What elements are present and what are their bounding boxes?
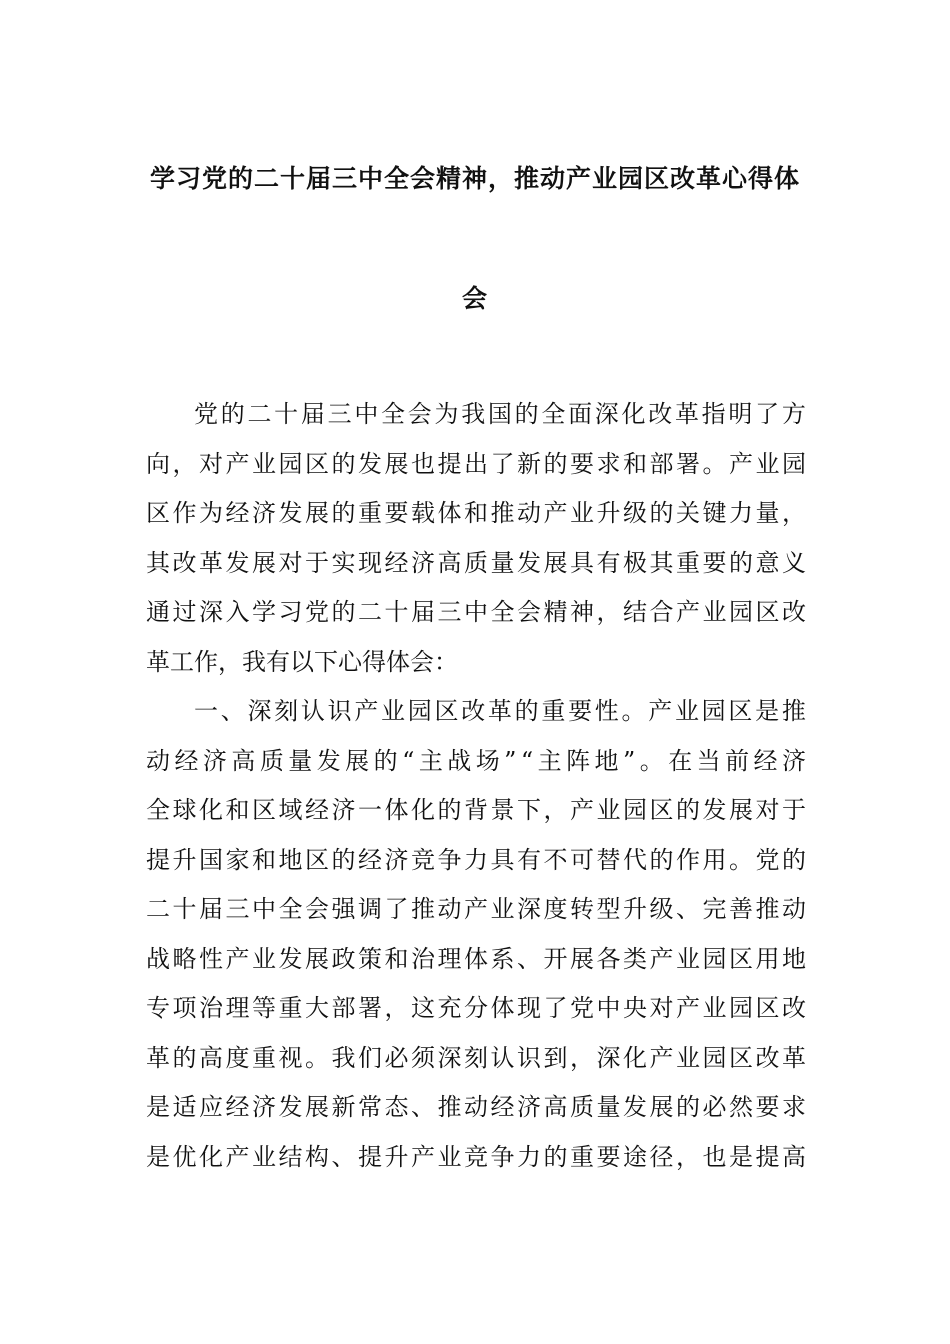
body-line-text: 革 工 作 ， 我 有 以 下 心 得 体 会 ： [146, 647, 458, 676]
body-line [146, 745, 806, 795]
body-line [146, 844, 806, 894]
body-line [146, 497, 806, 547]
body-line [146, 1042, 806, 1092]
body-line [146, 695, 806, 745]
body-line [146, 646, 806, 696]
body-line-text: 党 的 二 十 届 三 中 全 会 为 我 国 的 全 面 深 化 改 革 指 明 了 方 [194, 400, 806, 428]
body-line-text: 战 略 性 产 业 发 展 政 策 和 治 理 体 系 、 开 展 各 类 产 业 园 区 用 地 [146, 944, 806, 973]
body-line-text: 区 作 为 经 济 发 展 的 重 要 载 体 和 推 动 产 业 升 级 的 关 键 力 量 ， [146, 499, 806, 527]
body-line [146, 448, 806, 498]
body-line-text: 是 适 应 经 济 发 展 新 常 态 、 推 动 经 济 高 质 量 发 展 的 必 然 要 求 [146, 1093, 806, 1121]
body-line-text: 其 改 革 发 展 对 于 实 现 经 济 高 质 量 发 展 具 有 极 其 重 要 的 意 义 [146, 548, 806, 577]
body-line-text: 是 优 化 产 业 结 构 、 提 升 产 业 竞 争 力 的 重 要 途 径 ， 也 是 提 高 [146, 1142, 806, 1171]
body-line-text: 提 升 国 家 和 地 区 的 经 济 竞 争 力 具 有 不 可 替 代 的 作 用 。 党 的 [146, 845, 806, 874]
body-line [146, 547, 806, 597]
body-line [146, 1141, 806, 1191]
body-line [146, 1091, 806, 1141]
body-line [146, 794, 806, 844]
body-line-text: 通 过 深 入 学 习 党 的 二 十 届 三 中 全 会 精 神 ， 结 合 产 业 园 区 改 [146, 598, 806, 626]
body-line [146, 596, 806, 646]
body-line-text: 全 球 化 和 区 域 经 济 一 体 化 的 背 景 下 ， 产 业 园 区 的 发 展 对 于 [146, 796, 806, 824]
document-title-line-1: 学习党的二十届三中全会精神，推动产业园区改革心得体 [149, 164, 800, 193]
document-body [146, 398, 806, 1190]
body-line [146, 992, 806, 1042]
body-line [146, 893, 806, 943]
body-line-text: 专 项 治 理 等 重 大 部 署 ， 这 充 分 体 现 了 党 中 央 对 产 业 园 区 改 [146, 994, 806, 1022]
body-line-text: 动 经 济 高 质 量 发 展 的 “ 主 战 场 ” “ 主 阵 地 ” 。 在 当 前 经 济 [146, 746, 806, 775]
body-line [146, 398, 806, 448]
body-line-text: 向 ， 对 产 业 园 区 的 发 展 也 提 出 了 新 的 要 求 和 部 署 。 产 业 园 [146, 449, 806, 478]
body-line-text: 一 、 深 刻 认 识 产 业 园 区 改 革 的 重 要 性 。 产 业 园 区 是 推 [194, 697, 806, 725]
body-line-text: 二 十 届 三 中 全 会 强 调 了 推 动 产 业 深 度 转 型 升 级 、 完 善 推 动 [146, 895, 806, 923]
document-title-line-2: 会 [461, 284, 488, 313]
body-line [146, 943, 806, 993]
body-line-text: 革 的 高 度 重 视 。 我 们 必 须 深 刻 认 识 到 ， 深 化 产 业 园 区 改 革 [146, 1043, 806, 1072]
